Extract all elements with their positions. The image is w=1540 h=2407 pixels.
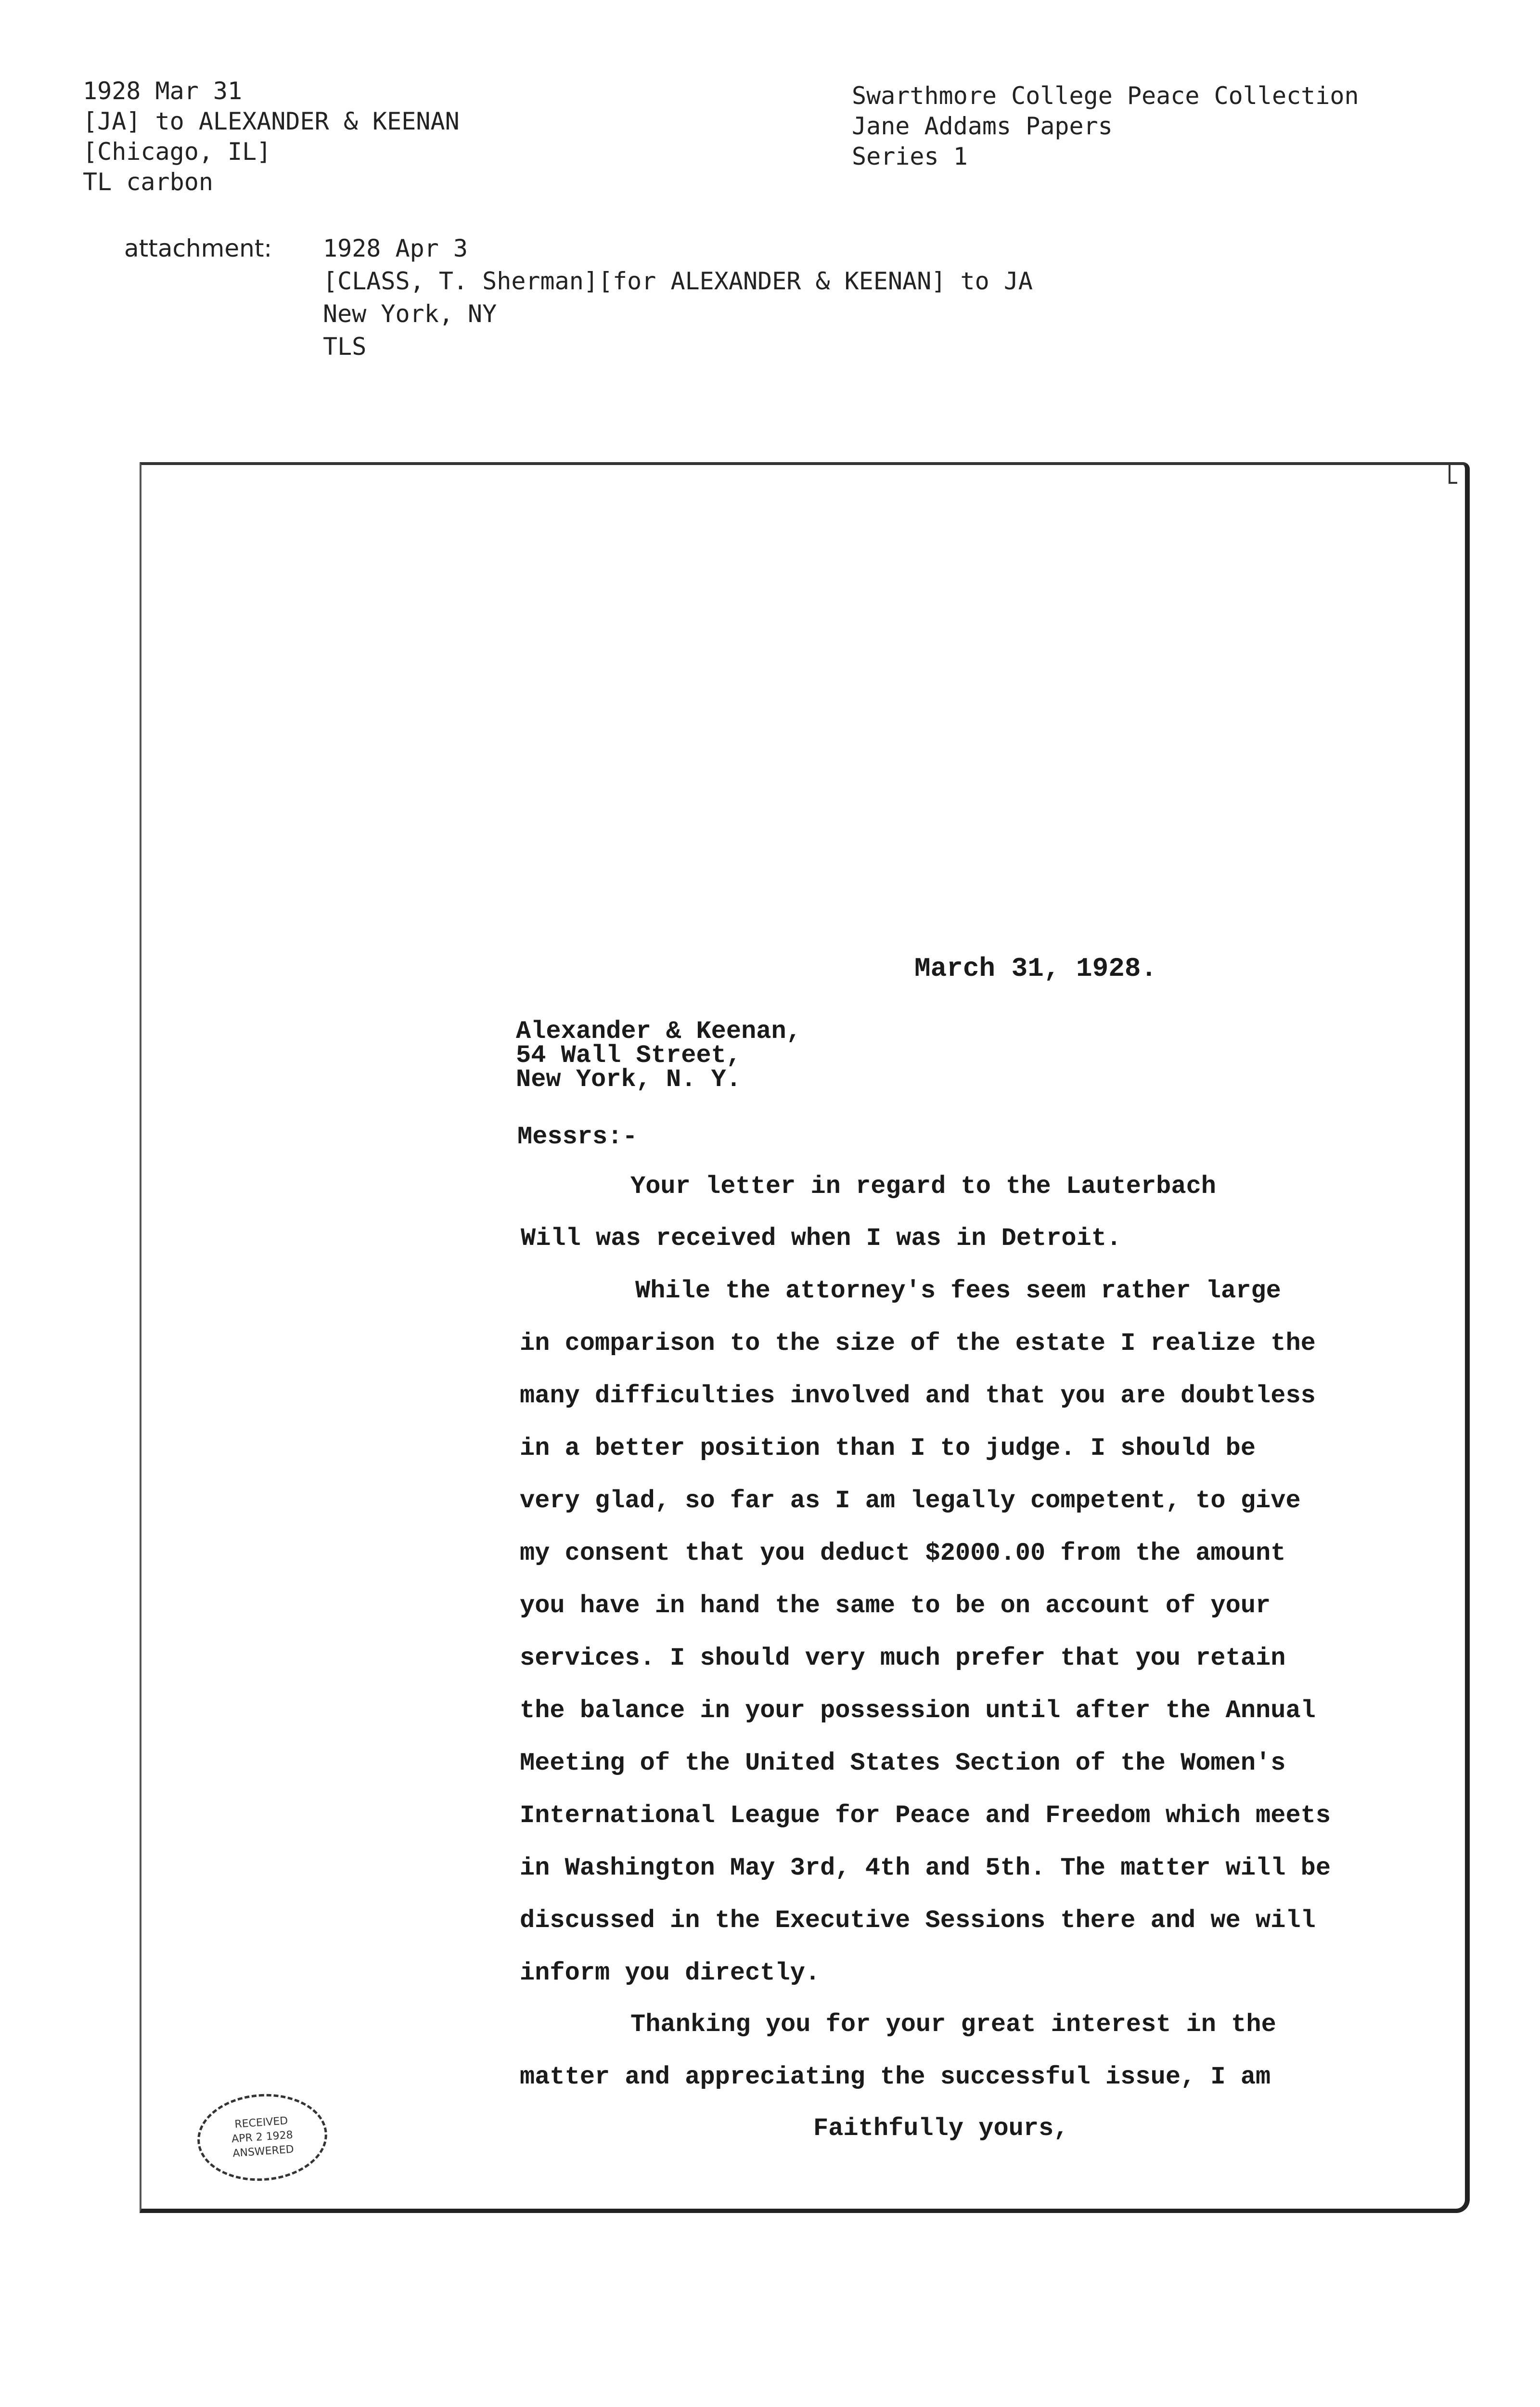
body-line: in a better position than I to judge. I should be bbox=[520, 1434, 1256, 1462]
series-name: Series 1 bbox=[852, 142, 968, 170]
attachment-correspondents: [CLASS, T. Sherman][for ALEXANDER & KEENAN] to JA bbox=[323, 267, 1033, 295]
body-line: matter and appreciating the successful issue, I am bbox=[520, 2063, 1271, 2091]
body-line: you have in hand the same to be on account of your bbox=[520, 1592, 1271, 1620]
body-line: in comparison to the size of the estate I realize the bbox=[520, 1329, 1316, 1358]
attachment-label: attachment: bbox=[124, 234, 272, 262]
body-line: discussed in the Executive Sessions there and we will bbox=[520, 1906, 1316, 1935]
cover-date: 1928 Mar 31 bbox=[83, 77, 243, 105]
body-line: While the attorney's fees seem rather large bbox=[635, 1277, 1281, 1305]
body-line: services. I should very much prefer that you retain bbox=[520, 1644, 1286, 1672]
addressee-line: Alexander & Keenan, bbox=[516, 1017, 801, 1046]
cover-correspondents: [JA] to ALEXANDER & KEENAN bbox=[83, 107, 460, 135]
body-line: in Washington May 3rd, 4th and 5th. The matter will be bbox=[520, 1854, 1331, 1882]
body-line: inform you directly. bbox=[520, 1959, 821, 1987]
body-line: International League for Peace and Freedom which meets bbox=[520, 1801, 1331, 1830]
cover-place: [Chicago, IL] bbox=[83, 138, 271, 166]
stamp-line: RECEIVED bbox=[234, 2115, 289, 2131]
addressee-block bbox=[516, 1017, 801, 1094]
body-line: very glad, so far as I am legally competent, to give bbox=[520, 1487, 1301, 1515]
stamp-line: APR 2 1928 bbox=[231, 2129, 294, 2146]
papers-name: Jane Addams Papers bbox=[852, 112, 1113, 140]
cover-doc-type: TL carbon bbox=[83, 168, 213, 196]
addressee-line: New York, N. Y. bbox=[516, 1065, 742, 1094]
letter-date: March 31, 1928. bbox=[914, 953, 1157, 984]
body-line: my consent that you deduct $2000.00 from the amount bbox=[520, 1539, 1286, 1567]
body-line: Your letter in regard to the Lauterbach bbox=[630, 1172, 1216, 1201]
addressee-line: 54 Wall Street, bbox=[516, 1041, 742, 1070]
salutation: Messrs:- bbox=[517, 1123, 638, 1151]
body-line: the balance in your possession until after the Annual bbox=[520, 1696, 1316, 1725]
attachment-doc-type: TLS bbox=[323, 333, 367, 361]
collection-name: Swarthmore College Peace Collection bbox=[852, 82, 1359, 110]
body-line: many difficulties involved and that you are doubtless bbox=[520, 1382, 1316, 1410]
stamp-line: ANSWERED bbox=[232, 2143, 295, 2160]
attachment-date: 1928 Apr 3 bbox=[323, 234, 468, 262]
closing: Faithfully yours, bbox=[813, 2114, 1069, 2143]
body-line: Meeting of the United States Section of the Women's bbox=[520, 1749, 1286, 1777]
attachment-place: New York, NY bbox=[323, 300, 497, 328]
body-line: Will was received when I was in Detroit. bbox=[521, 1224, 1122, 1253]
body-line: Thanking you for your great interest in the bbox=[630, 2010, 1276, 2039]
